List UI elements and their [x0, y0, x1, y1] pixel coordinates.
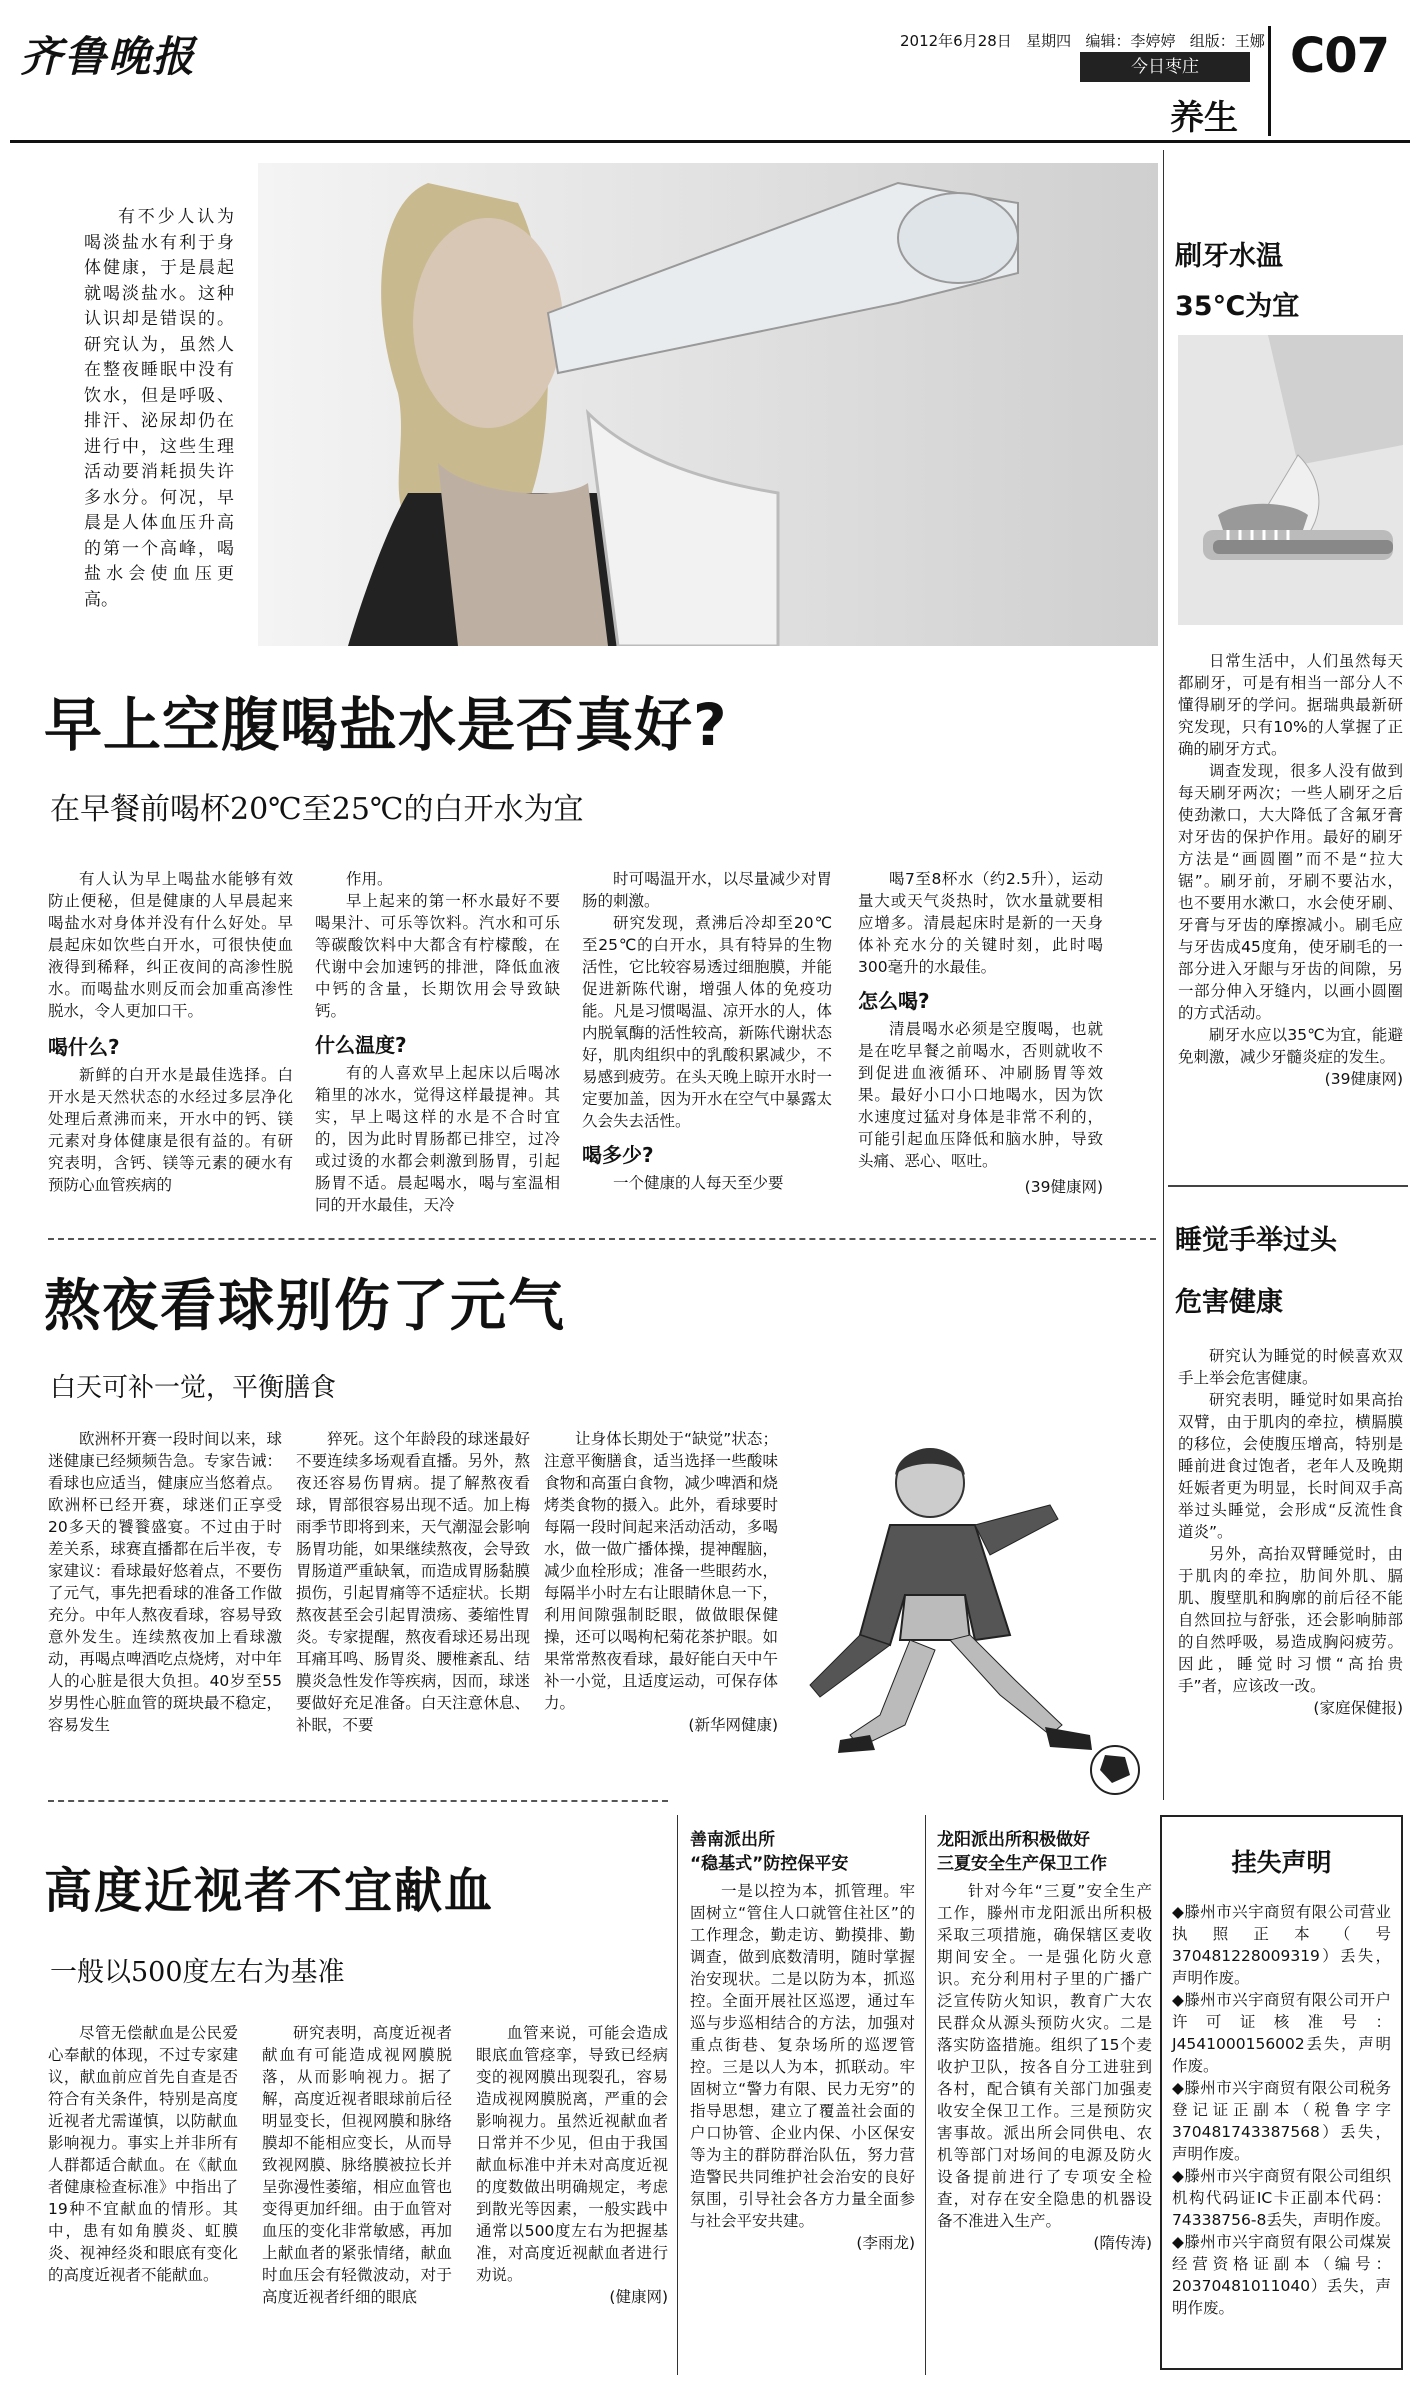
- edition-tag: 今日枣庄: [1080, 52, 1250, 82]
- newspaper-logo: 齐鲁晚报: [20, 32, 197, 81]
- police-title-line-1: 善南派出所: [690, 1830, 775, 1850]
- football-player-illustration: [800, 1435, 1155, 1803]
- longyang-body: 针对今年“三夏”安全生产工作，滕州市龙阳派出所积极采取三项措施，确保辖区麦收期间安全。一是强化防火意识。充分利用村子里的广播广泛宣传防火知识，教育广大农民群众从源头预防火灾。二是落实防盗措施。组织了15个麦收护卫队，按各自分工进驻到各村，配合镇有关部门加强麦收安全保卫工作。三是预防灾害事故。派出所会同供电、农机等部门对场间的电源及防火设备提前进行了专项安全检查，对存在安全隐患的机器设备不准进入生产。 (隋传涛): [937, 1882, 1152, 2252]
- lead-column-4: 喝7至8杯水（约2.5升），运动量大或天气炎热时，饮水量就要相应增多。清晨起床时是新的一天身体补充水分的关键时刻，此时喝300毫升的水最佳。 怎么喝? 清晨喝水必须是空腹喝，也就是在吃早餐之前喝水，否则就收不到促进血液循环、冲刷肠胃等效果。最好小口小口地喝水，因为饮水速度过猛对身体是非常不利的，可能引起血压降低和脑水肿，导致头痛、恶心、呕吐。 (39健康网): [858, 870, 1103, 1196]
- lost-notice-box: [1160, 1815, 1403, 2370]
- sleep-body: 研究认为睡觉的时候喜欢双手上举会危害健康。 研究表明，睡觉时如果高抬双臂，由于肌肉的牵拉，横膈膜的移位，会使腹压增高，特别是睡前进食过饱者，老年人及晚期妊娠者更为明显，长时间双手高举过头睡觉，会形成“反流性食道炎”。 另外，高抬双臂睡觉时，由于肌肉的牵拉，肋间外肌、膈肌、腹壁肌和胸廓的前后径不能自然回拉与舒张，还会影响肺部的自然呼吸，易造成胸闷疲劳。因此，睡觉时习惯“高抬贵手”者，应该改一改。 (家庭保健报): [1178, 1347, 1403, 1717]
- layout-credit: 组版：王娜: [1189, 32, 1265, 50]
- toothbrush-title: [1175, 232, 1299, 332]
- lost-notice-item: ◆滕州市兴宇商贸有限公司营业执照正本（号370481228009319）丢失，声明作废。: [1172, 1903, 1391, 1987]
- sleep-title-line-1: 睡觉手举过头: [1175, 1225, 1337, 1256]
- heading-how-to-drink: 怎么喝?: [858, 989, 930, 1013]
- football-column-1: 欧洲杯开赛一段时间以来，球迷健康已经频频告急。专家告诫：看球也应适当，健康应当悠着点。欧洲杯已经开赛，球迷们正享受20多天的饕餮盛宴。不过由于时差关系，球赛直播都在后半夜，专家建议：看球最好悠着点，不要伤了元气，事先把看球的准备工作做充分。中年人熬夜看球，容易导致意外发生。连续熬夜加上看球激动，再喝点啤酒吃点烧烤，对中年人的心脏是很大负担。40岁至55岁男性心脏血管的斑块最不稳定，容易发生: [48, 1430, 282, 1734]
- toothbrush-body: 日常生活中，人们虽然每天都刷牙，可是有相当一部分人不懂得刷牙的学问。据瑞典最新研究发现，只有10%的人掌握了正确的刷牙方式。 调查发现，很多人没有做到每天刷牙两次；一些人刷牙之后使劲漱口，大大降低了含氟牙膏对牙齿的保护作用。最好的刷牙方法是“画圆圈”而不是“拉大锯”。刷牙前，牙刷不要沾水，也不要用水漱口，水会使牙刷、牙膏与牙齿的摩擦减小。刷毛应与牙齿成45度角，使牙刷毛的一部分进入牙龈与牙齿的间隙，另一部分伸入牙缝内，以画小圆圈的方式活动。 刷牙水应以35℃为宜，能避免刺激，减少牙髓炎症的发生。 (39健康网): [1178, 652, 1403, 1088]
- header-meta: [900, 30, 1265, 51]
- lead-subtitle: 在早餐前喝杯20℃至25℃的白开水为宜: [50, 792, 584, 827]
- lead-title: 早上空腹喝盐水是否真好?: [44, 691, 728, 759]
- sleep-title-line-2: 危害健康: [1175, 1287, 1283, 1318]
- lost-notice-item: ◆滕州市兴宇商贸有限公司税务登记证正副本（税鲁字字370481743387568）丢失，声明作废。: [1172, 2079, 1391, 2163]
- heading-temperature: 什么温度?: [315, 1033, 407, 1057]
- lost-notice-item: ◆滕州市兴宇商贸有限公司煤炭经营资格证副本（编号：20370481011040）丢失，声明作废。: [1172, 2233, 1391, 2317]
- lost-notice-list: [1172, 1901, 1391, 2319]
- lead-source: (39健康网): [1024, 1178, 1103, 1196]
- football-column-3: 让身体长期处于“缺觉”状态；注意平衡膳食，适当选择一些酸味食物和高蛋白食物，减少啤酒和烧烤类食物的摄入。此外，看球要时每隔一段时间起来活动活动，多喝水，做一做广播体操，提神醒脑，减少血栓形成；准备一些眼药水，每隔半小时左右让眼睛休息一下，利用间隙强制眨眼，做做眼保健操，还可以喝枸杞菊花茶护眼。如果常常熬夜看球，最好能白天中午补一小觉，且适度运动，可保存体力。 (新华网健康): [544, 1430, 778, 1734]
- issue-date: 2012年6月28日: [900, 32, 1012, 50]
- longyang-source: (隋传涛): [1093, 2234, 1152, 2252]
- myopia-source: (健康网): [609, 2288, 668, 2306]
- myopia-column-1: 尽管无偿献血是公民爱心奉献的体现，不过专家建议，献血前应首先自查是否符合有关条件，特别是高度近视者尤需谨慎，以防献血影响视力。事实上并非所有人群都适合献血。在《献血者健康检查标准》中指出了19种不宜献血的情形。其中，患有如角膜炎、虹膜炎、视神经炎和眼底有变化的高度近视者不能献血。: [48, 2024, 238, 2284]
- heading-what-to-drink: 喝什么?: [48, 1035, 120, 1059]
- lost-notice-item: ◆滕州市兴宇商贸有限公司组织机构代码证IC卡正副本代码：74338756-8丢失，声明作废。: [1172, 2167, 1391, 2229]
- lead-column-2: 作用。 早上起来的第一杯水最好不要喝果汁、可乐等饮料。汽水和可乐等碳酸饮料中大都含有柠檬酸，在代谢中会加速钙的排泄，降低血液中钙的含量，长期饮用会导致缺钙。 什么温度? 有的人喜欢早上起床以后喝冰箱里的冰水，觉得这样最提神。其实，早上喝这样的水是不合时宜的，因为此时胃肠都已排空，过冷或过烫的水都会刺激到肠胃，引起肠胃不适。晨起喝水，喝与室温相同的开水最佳，天冷: [315, 870, 560, 1214]
- longyang-title-line-2: 三夏安全生产保卫工作: [937, 1854, 1107, 1874]
- football-title: 熬夜看球别伤了元气: [44, 1274, 566, 1339]
- longyang-title-line-1: 龙阳派出所积极做好: [937, 1830, 1090, 1850]
- lead-column-3: 时可喝温开水，以尽量减少对胃肠的刺激。 研究发现，煮沸后冷却至20℃至25℃的白开水，具有特异的生物活性，它比较容易透过细胞膜，并能促进新陈代谢，增强人体的免疫功能。凡是习惯喝温、凉开水的人，体内脱氧酶的活性较高，新陈代谢状态好，肌肉组织中的乳酸积累减少，不易感到疲劳。在头天晚上晾开水时一定要加盖，因为开水在空气中暴露太久会失去活性。 喝多少? 一个健康的人每天至少要: [582, 870, 832, 1192]
- longyang-title: [937, 1828, 1107, 1876]
- myopia-subtitle: 一般以500度左右为基准: [50, 1957, 345, 1988]
- lost-notice-title: 挂失声明: [1231, 1848, 1332, 1877]
- football-subtitle: 白天可补一觉，平衡膳食: [50, 1373, 337, 1403]
- sleep-source: (家庭保健报): [1313, 1699, 1403, 1717]
- toothbrush-photo: [1178, 335, 1403, 625]
- police-title: [690, 1828, 848, 1876]
- lost-notice-item: ◆滕州市兴宇商贸有限公司开户许可证核准号：J4541000156002丢失，声明作废。: [1172, 1991, 1391, 2075]
- myopia-title: 高度近视者不宜献血: [44, 1863, 495, 1919]
- lead-intro: 有不少人认为喝淡盐水有利于身体健康，于是晨起就喝淡盐水。这种认识却是错误的。研究认为，虽然人在整夜睡眠中没有饮水，但是呼吸、排汗、泌尿却仍在进行中，这些生理活动要消耗损失许多水分。何况，早晨是人体血压升高的第一个高峰，喝盐水会使血压更高。: [84, 207, 234, 610]
- heading-how-much: 喝多少?: [582, 1143, 654, 1167]
- woman-drinking-photo: [258, 163, 1158, 646]
- sleep-title: [1175, 1210, 1337, 1334]
- myopia-column-2: 研究表明，高度近视者献血有可能造成视网膜脱落，从而影响视力。据了解，高度近视者眼球前后径明显变长，但视网膜和脉络膜却不能相应变长，从而导致视网膜、脉络膜被拉长并呈弥漫性萎缩，相应血管也变得更加纤细。由于血管对血压的变化非常敏感，再加上献血者的紧张情绪，献血时血压会有轻微波动，对于高度近视者纤细的眼底: [262, 2024, 452, 2306]
- page-number: C07: [1290, 28, 1390, 84]
- police-body: 一是以控为本，抓管理。牢固树立“管住人口就管住社区”的工作理念，勤走访、勤摸排、勤调查，做到底数清明，随时掌握治安现状。二是以防为本，抓巡控。全面开展社区巡逻，通过车巡与步巡相结合的方法，加强对重点街巷、复杂场所的巡逻管控。三是以人为本，抓联动。牢固树立“警力有限、民力无穷”的指导思想，建立了覆盖社会面的户口协管、企业内保、小区保安等为主的群防群治队伍，努力营造警民共同维护社会治安的良好氛围，引导社会各方力量全面参与社会平安共建。 (李雨龙): [690, 1882, 915, 2252]
- myopia-column-3: 血管来说，可能会造成眼底血管痉挛，导致已经病变的视网膜出现裂孔，容易造成视网膜脱离，严重的会影响视力。虽然近视献血者日常并不少见，但由于我国献血标准中并未对高度近视的度数做出明确规定，考虑到散光等因素，一般实践中通常以500度左右为把握基准，对高度近视献血者进行劝说。 (健康网): [476, 2024, 668, 2306]
- toothbrush-title-line-1: 刷牙水温: [1175, 241, 1283, 272]
- issue-weekday: 星期四: [1026, 32, 1072, 50]
- football-column-2: 猝死。这个年龄段的球迷最好不要连续多场观看直播。另外，熬夜还容易伤胃病。提了解熬夜看球，胃部很容易出现不适。加上梅雨季节即将到来，天气潮湿会影响肠胃功能，如果继续熬夜，会导致胃肠道严重缺氧，而造成胃肠黏膜损伤，引起胃痛等不适症状。长期熬夜甚至会引起胃溃疡、萎缩性胃炎。专家提醒，熬夜看球还易出现耳痛耳鸣、肠胃炎、腰椎紊乱、结膜炎急性发作等疾病，因而，球迷要做好充足准备。白天注意休息、补眠，不要: [296, 1430, 530, 1734]
- editor-credit: 编辑：李婷婷: [1085, 32, 1176, 50]
- toothbrush-title-line-2: 35℃为宜: [1175, 291, 1300, 322]
- section-name: 养生: [1170, 98, 1238, 138]
- police-source: (李雨龙): [856, 2234, 915, 2252]
- police-title-line-2: “稳基式”防控保平安: [690, 1854, 849, 1874]
- toothbrush-source: (39健康网): [1324, 1070, 1403, 1088]
- lead-column-1: 有人认为早上喝盐水能够有效防止便秘，但是健康的人早晨起来喝盐水对身体并没有什么好处。早晨起床如饮些白开水，可很快使血液得到稀释，纠正夜间的高渗性脱水。而喝盐水则反而会加重高渗性脱水，令人更加口干。 喝什么? 新鲜的白开水是最佳选择。白开水是天然状态的水经过多层净化处理后煮沸而来，开水中的钙、镁元素对身体健康是很有益的。有研究表明，含钙、镁等元素的硬水有预防心血管疾病的: [48, 870, 293, 1194]
- football-source: (新华网健康): [688, 1716, 778, 1734]
